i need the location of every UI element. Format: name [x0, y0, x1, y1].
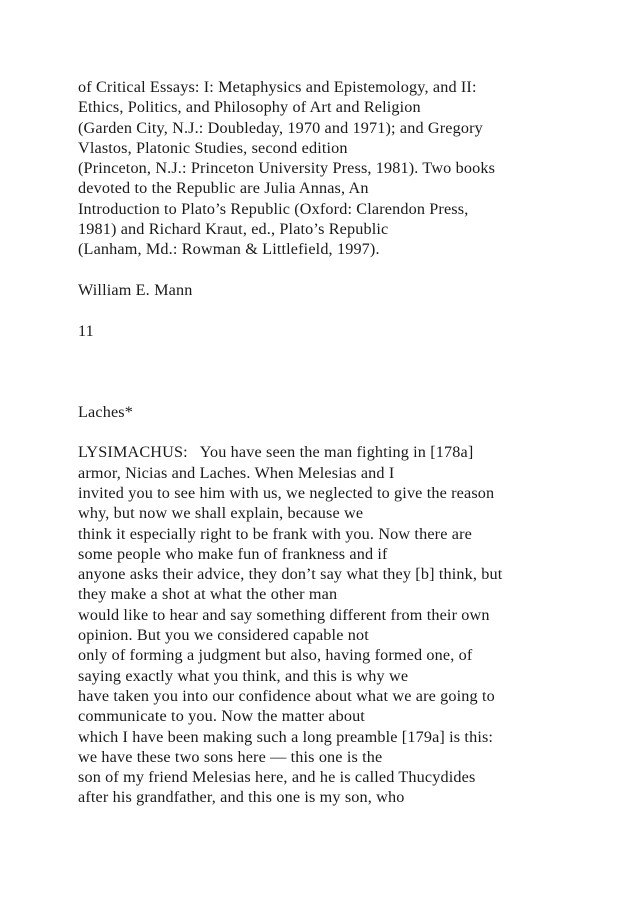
paragraph-gap — [78, 422, 630, 442]
dialogue-title: Laches* — [78, 402, 133, 421]
text-line: saying exactly what you think, and this is why we — [78, 666, 409, 685]
text-line: would like to hear and say something different from their own — [78, 605, 490, 624]
text-line: Ethics, Politics, and Philosophy of Art and Religion — [78, 98, 421, 117]
document-page — [78, 77, 630, 808]
text-line: (Princeton, N.J.: Princeton University Press, 1981). Two books — [78, 159, 496, 178]
text-line: 1981) and Richard Kraut, ed., Plato’s Republic — [78, 220, 389, 239]
text-line: only of forming a judgment but also, having formed one, of — [78, 646, 473, 665]
text-line: we have these two sons here — this one is the — [78, 747, 383, 766]
text-line: armor, Nicias and Laches. When Melesias and I — [78, 463, 395, 482]
text-line: which I have been making such a long preamble [179a] is this: — [78, 727, 494, 746]
text-line: (Garden City, N.J.: Doubleday, 1970 and 1971); and Gregory — [78, 118, 483, 137]
author-name: William E. Mann — [78, 280, 193, 299]
text-line: some people who make fun of frankness and if — [78, 544, 388, 563]
text-line: opinion. But you we considered capable not — [78, 626, 369, 645]
text-line: why, but now we shall explain, because we — [78, 504, 364, 523]
text-line: LYSIMACHUS: You have seen the man fighting in [178a] — [78, 443, 474, 462]
text-line: son of my friend Melesias here, and he is called Thucydides — [78, 768, 476, 787]
dialogue-body — [78, 442, 630, 807]
text-line: think it especially right to be frank with you. Now there are — [78, 524, 472, 543]
text-line: anyone asks their advice, they don’t say what they [b] think, but — [78, 565, 503, 584]
paragraph-gap — [78, 381, 630, 401]
intro-paragraph — [78, 77, 630, 260]
text-line: communicate to you. Now the matter about — [78, 707, 365, 726]
text-line: invited you to see him with us, we neglected to give the reason — [78, 483, 495, 502]
text-line: Introduction to Plato’s Republic (Oxford: Clarendon Press, — [78, 199, 469, 218]
text-line: devoted to the Republic are Julia Annas, An — [78, 179, 369, 198]
paragraph-gap — [78, 260, 630, 280]
text-line: they make a shot at what the other man — [78, 585, 338, 604]
paragraph-gap — [78, 361, 630, 381]
page-number: 11 — [78, 321, 94, 340]
text-line: of Critical Essays: I: Metaphysics and Epistemology, and II: — [78, 78, 477, 96]
text-line: have taken you into our confidence about what we are going to — [78, 686, 495, 705]
paragraph-gap — [78, 341, 630, 361]
text-line: Vlastos, Platonic Studies, second edition — [78, 138, 348, 157]
text-line: (Lanham, Md.: Rowman & Littlefield, 1997). — [78, 240, 380, 259]
paragraph-gap — [78, 300, 630, 320]
text-line: after his grandfather, and this one is my son, who — [78, 788, 405, 807]
